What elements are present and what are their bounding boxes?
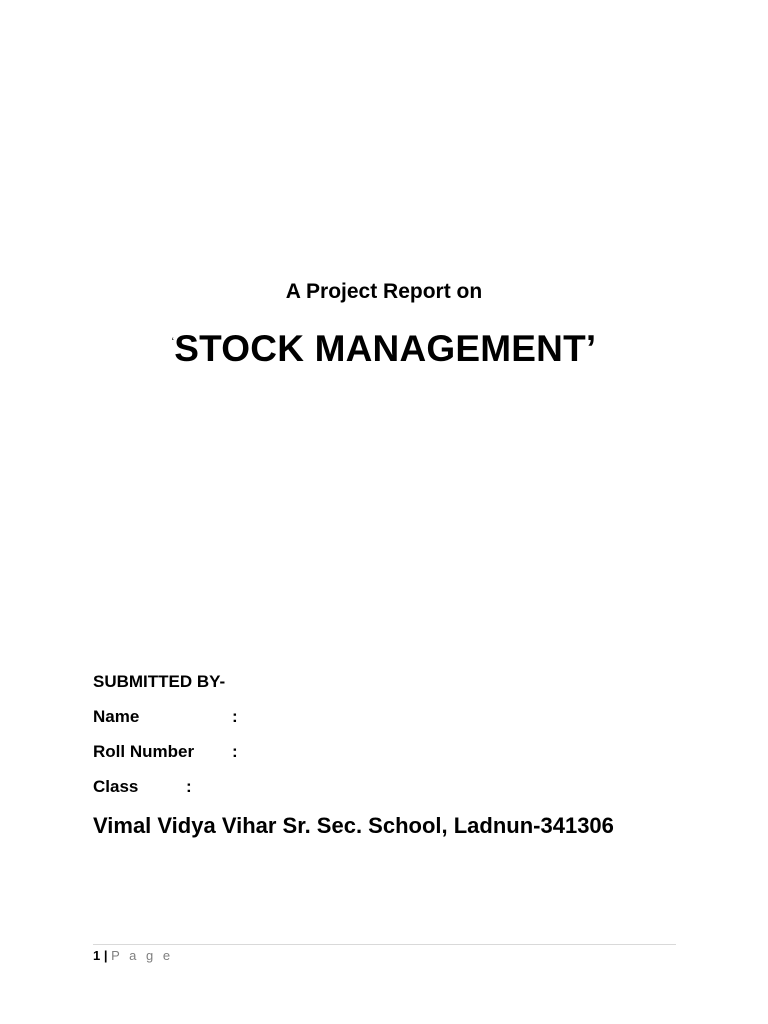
report-title	[0, 328, 768, 370]
roll-number-label: Roll Number	[93, 742, 195, 761]
name-colon: :	[232, 707, 238, 726]
school-name: Vimal Vidya Vihar Sr. Sec. School, Ladnun-341306	[93, 813, 614, 838]
name-field	[93, 707, 238, 727]
submitted-by-heading: SUBMITTED BY-	[93, 672, 226, 691]
name-label: Name	[93, 707, 140, 726]
roll-number-colon: :	[232, 742, 238, 761]
title-text: STOCK MANAGEMENT’	[174, 328, 597, 369]
roll-number-field	[93, 742, 238, 762]
class-field	[93, 777, 192, 797]
class-colon: :	[186, 777, 192, 796]
footer-divider	[93, 944, 676, 945]
page-footer	[93, 948, 173, 963]
class-label: Class	[93, 777, 139, 796]
report-subtitle: A Project Report on	[285, 280, 483, 303]
title-open-quote: ‘	[171, 336, 175, 348]
page-word: P a g e	[111, 948, 174, 963]
footer-separator: |	[103, 948, 108, 963]
page-number: 1	[93, 948, 101, 963]
